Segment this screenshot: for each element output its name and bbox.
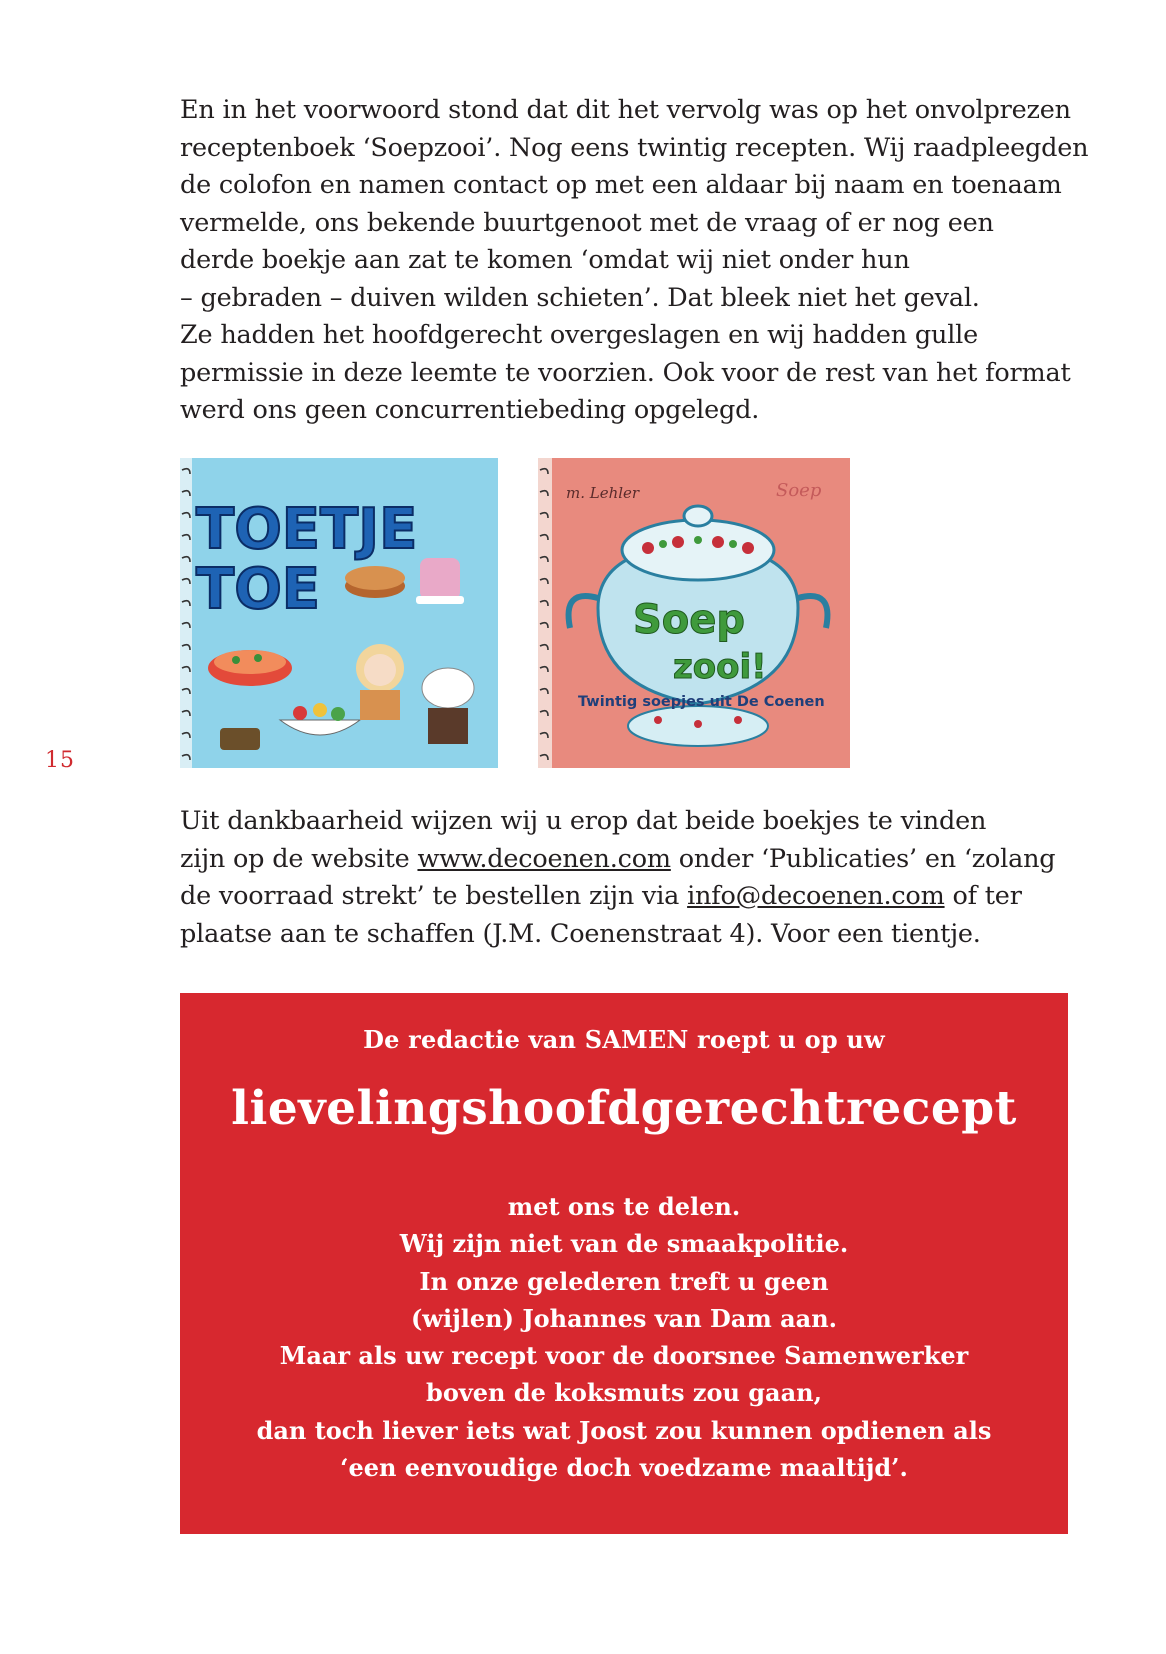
recipe-callout-box [180,993,1068,1534]
pudding-illustration-icon [416,558,464,604]
outro-line [180,841,1060,879]
soepzooi-cover-image [538,458,850,768]
intro-paragraph [180,92,1089,430]
soep-title-line2: zooi! [673,647,767,687]
fruit-tart-illustration-icon [208,650,292,686]
intro-line: En in het voorwoord stond dat dit het vervolg was op het onvolprezen [180,95,1071,125]
spiral-binding-strip [180,458,192,768]
callout-line: (wijlen) Johannes van Dam aan. [410,1303,838,1333]
toetje-toe-cover-illustration [180,458,498,768]
outro-text: de voorraad strekt’ te bestellen zijn via [180,881,688,911]
website-link[interactable]: www.decoenen.com [417,843,671,874]
outro-text: zijn op de website [180,843,418,874]
woman-portrait-illustration-icon [356,644,404,720]
intro-line: Ze hadden het hoofdgerecht overgeslagen en wij hadden gulle [180,320,979,350]
intro-line: de colofon en namen contact op met een aldaar bij naam en toenaam [180,170,1062,200]
callout-line: boven de koksmuts zou gaan, [426,1378,822,1408]
artist-signature: m. Lehler [566,484,640,502]
callout-line: ‘een eenvoudige doch voedzame maaltijd’. [340,1453,908,1483]
callout-text [180,1188,1068,1486]
soepzooi-cover-illustration [538,458,850,768]
outro-line: plaatse aan te schaffen (J.M. Coenenstraat 4). Voor een tientje. [180,918,981,949]
outro-paragraph [180,803,1060,953]
email-link[interactable]: info@decoenen.com [687,881,945,911]
toetje-title-line2: TOE [196,557,321,622]
callout-line: met ons te delen. [507,1192,741,1221]
toetje-toe-cover-image [180,458,498,768]
intro-line: vermelde, ons bekende buurtgenoot met de vraag of er nog een [180,207,994,238]
spiral-binding-strip [538,458,552,768]
callout-headline: lievelingshoofdgerechtrecept [231,1081,1017,1136]
outro-line [180,878,1060,916]
toetje-title-line1: TOETJE [196,497,418,562]
outro-text: onder ‘Publicaties’ en ‘zolang [670,843,1056,874]
outro-line: Uit dankbaarheid wijzen wij u erop dat beide boekjes te vinden [180,806,987,836]
chocolate-dessert-illustration-icon [220,728,260,750]
soep-title-line1: Soep [633,597,746,643]
cake-illustration-icon [345,566,405,598]
soep-subtitle: Twintig soepjes uit De Coenen [578,694,825,710]
soep-corner-text: Soep [776,480,822,501]
intro-line: receptenboek ‘Soepzooi’. Nog eens twintig recepten. Wij raadpleegden [180,132,1089,163]
outro-text: of ter [944,881,1022,911]
intro-line: permissie in deze leemte te voorzien. Ook voor de rest van het format [180,357,1071,388]
intro-line: derde boekje aan zat te komen ‘omdat wij niet onder hun [180,245,910,275]
page-number: 15 [45,748,75,773]
intro-line: – gebraden – duiven wilden schieten’. Dat bleek niet het geval. [180,282,980,313]
callout-intro: De redactie van SAMEN roept u op uw [363,1025,885,1054]
callout-line: In onze gelederen treft u geen [419,1266,829,1296]
intro-line: werd ons geen concurrentiebeding opgelegd. [180,395,760,425]
callout-line: Wij zijn niet van de smaakpolitie. [399,1229,849,1259]
callout-line: Maar als uw recept voor de doorsnee Samenwerker [279,1341,969,1371]
callout-line: dan toch liever iets wat Joost zou kunnen opdienen als [256,1415,992,1445]
